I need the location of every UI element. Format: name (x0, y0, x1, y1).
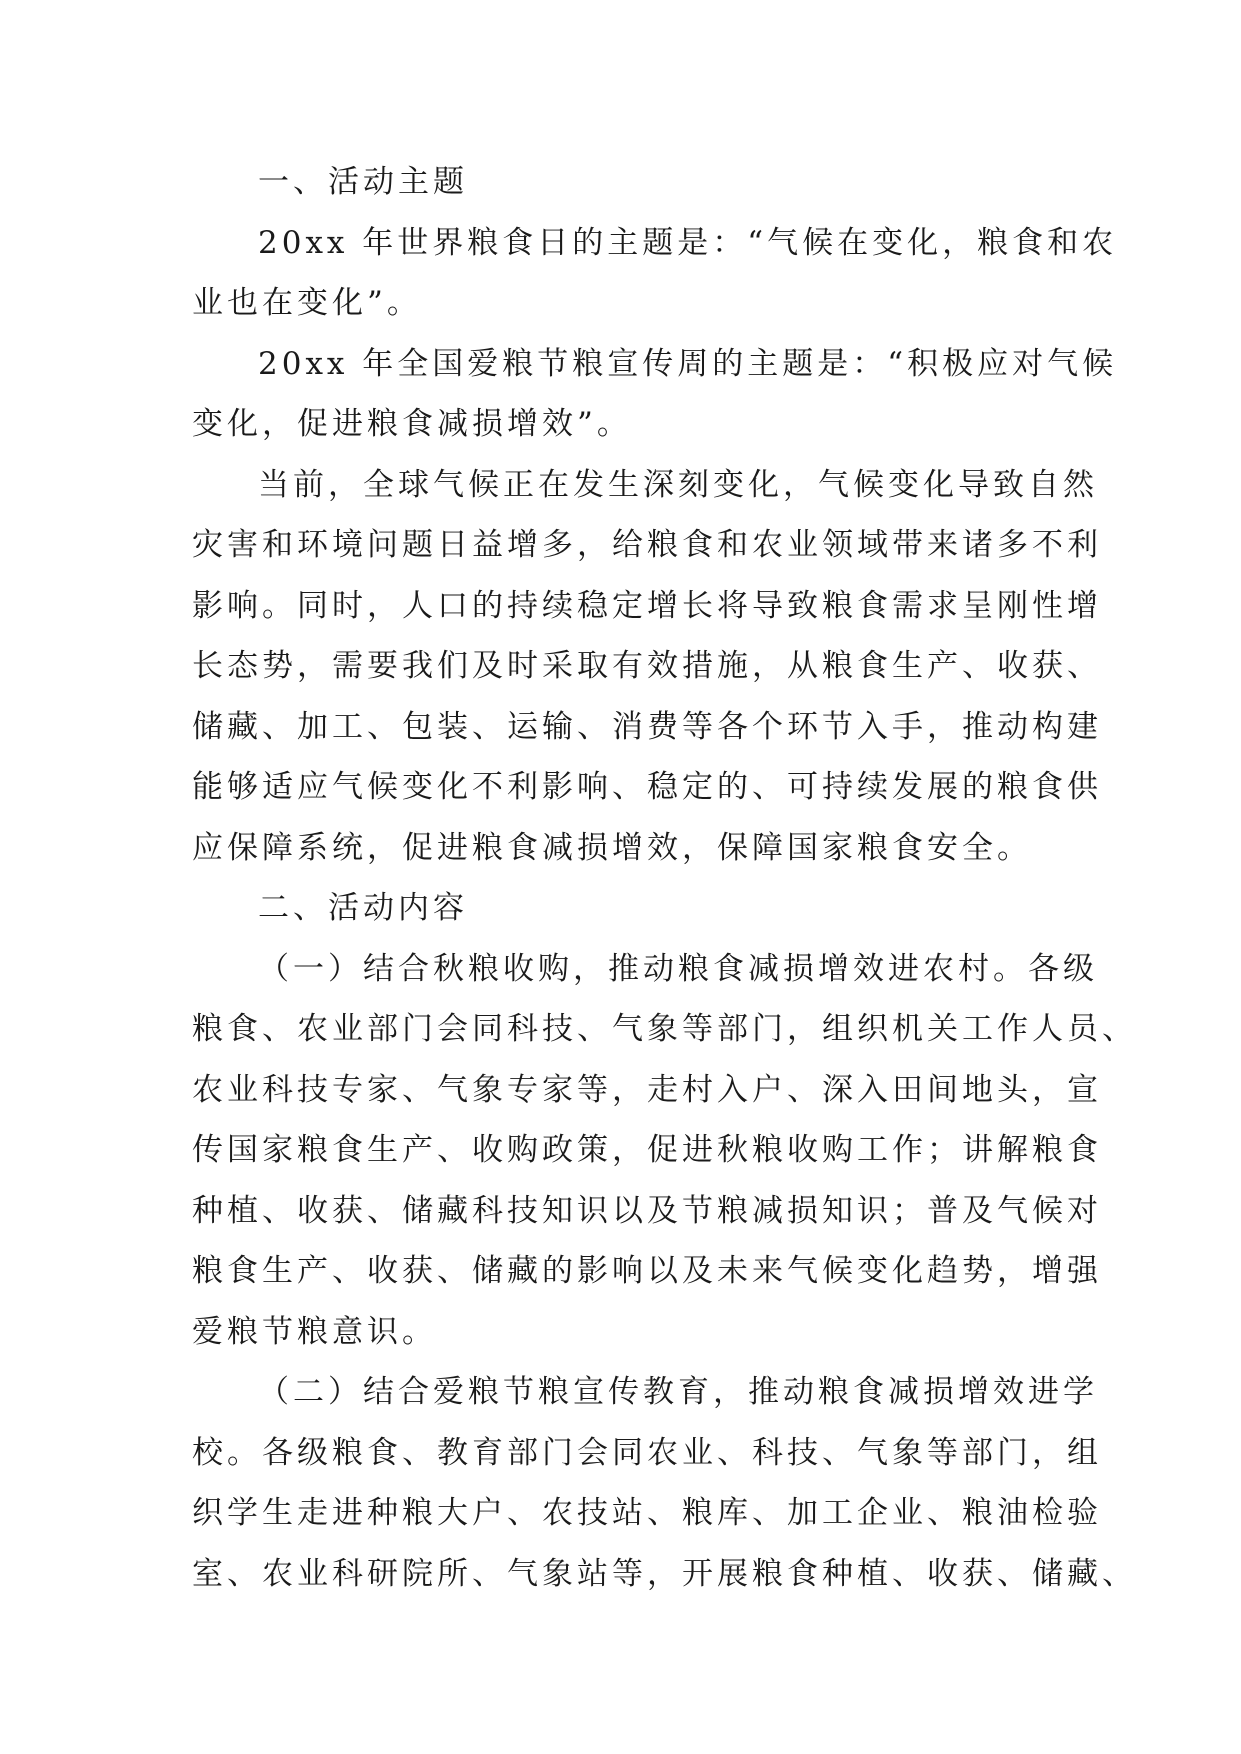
paragraph-line: 爱粮节粮意识。 (192, 1313, 437, 1350)
paragraph-line: （一）结合秋粮收购，推动粮食减损增效进农村。各级 (258, 950, 1098, 987)
paragraph-line: （二）结合爱粮节粮宣传教育，推动粮食减损增效进学 (258, 1374, 1098, 1410)
paragraph-line: 能够适应气候变化不利影响、稳定的、可持续发展的粮食供 (192, 769, 1102, 805)
document-body (192, 152, 1137, 1604)
paragraph-line: 粮食生产、收获、储藏的影响以及未来气候变化趋势，增强 (192, 1253, 1102, 1289)
paragraph-line: 种植、收获、储藏科技知识以及节粮减损知识；普及气候对 (192, 1192, 1102, 1229)
paragraph-line: 储藏、加工、包装、运输、消费等各个环节入手，推动构建 (192, 708, 1102, 745)
paragraph-line: 校。各级粮食、教育部门会同农业、科技、气象等部门，组 (192, 1434, 1102, 1471)
section-heading-content: 二、活动内容 (258, 890, 468, 926)
paragraph-line: 农业科技专家、气象专家等，走村入户、深入田间地头，宣 (192, 1071, 1102, 1108)
section-heading-theme: 一、活动主题 (258, 164, 468, 200)
paragraph-line: 长态势，需要我们及时采取有效措施，从粮食生产、收获、 (192, 648, 1102, 684)
paragraph-line: 粮食、农业部门会同科技、气象等部门，组织机关工作人员、 (192, 1011, 1137, 1047)
paragraph-line: 变化，促进粮食减损增效”。 (192, 406, 632, 442)
paragraph-line: 20xx 年世界粮食日的主题是：“气候在变化，粮食和农 (258, 224, 1118, 261)
paragraph-line: 织学生走进种粮大户、农技站、粮库、加工企业、粮油检验 (192, 1495, 1102, 1531)
paragraph-line: 业也在变化”。 (192, 285, 422, 321)
paragraph-line: 传国家粮食生产、收购政策，促进秋粮收购工作；讲解粮食 (192, 1132, 1102, 1168)
paragraph-line: 当前，全球气候正在发生深刻变化，气候变化导致自然 (258, 466, 1098, 503)
paragraph-line: 室、农业科研院所、气象站等，开展粮食种植、收获、储藏、 (192, 1555, 1137, 1592)
paragraph-line: 应保障系统，促进粮食减损增效，保障国家粮食安全。 (192, 829, 1032, 866)
paragraph-line: 20xx 年全国爱粮节粮宣传周的主题是：“积极应对气候 (258, 345, 1118, 382)
paragraph-line: 灾害和环境问题日益增多，给粮食和农业领域带来诸多不利 (192, 527, 1102, 563)
paragraph-line: 影响。同时，人口的持续稳定增长将导致粮食需求呈刚性增 (192, 587, 1102, 624)
